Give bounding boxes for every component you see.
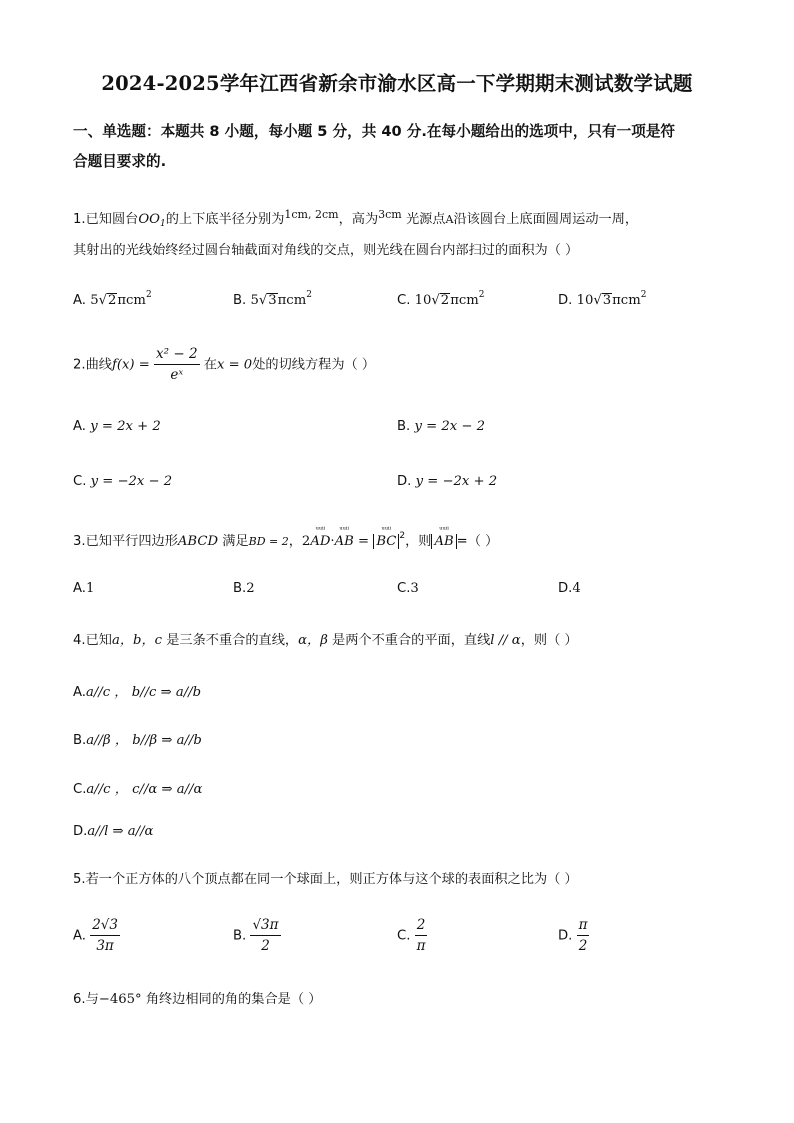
q3-text: 满足 (222, 534, 249, 549)
option-label: C. (397, 581, 411, 596)
q3-text: ， (288, 534, 302, 549)
option-value: 3 (410, 581, 419, 596)
q3-dot: · (330, 534, 335, 549)
frustum-axis (138, 212, 165, 227)
question-number: 1. (73, 212, 86, 227)
question-number: 6. (73, 992, 86, 1007)
option-label: A. (73, 419, 86, 434)
q4-option-a (73, 681, 201, 700)
q4-option-c (73, 778, 202, 797)
q2-option-a (73, 419, 161, 434)
option-numerator: 2 (415, 916, 428, 936)
option-label: D. (397, 474, 412, 489)
option-label: B. (233, 928, 247, 944)
option-value: 2 (246, 581, 255, 596)
question-number: 4. (73, 633, 86, 648)
option-exp: 2 (145, 290, 152, 300)
q3-option-c (397, 581, 419, 596)
option-expr: a//l ⇒ a//α (87, 824, 154, 839)
q1-option-a (73, 290, 152, 308)
option-denominator: 2 (261, 938, 270, 954)
q4-text: 已知 (85, 633, 112, 648)
q1-text: 沿该圆台上底面圆周运动一周， (453, 212, 639, 227)
option-label: D. (558, 581, 573, 596)
sqrt-sign: √ (431, 293, 440, 308)
vector-arrow-mark: ᵘᵘⁱⁱ (381, 525, 392, 534)
q1-height: 3cm (378, 208, 402, 221)
q1-oo: OO (138, 212, 160, 227)
q1-point-a: A (445, 213, 454, 226)
option-denominator: 2 (578, 938, 588, 954)
option-expr: y = 2x + 2 (90, 419, 161, 434)
option-coef: 10 (576, 293, 594, 308)
q2-option-b (397, 419, 485, 434)
q1-text: 的上下底半径分别为 (165, 212, 285, 227)
q3-square: 2 (399, 531, 406, 541)
option-label: D. (73, 824, 88, 839)
option-label: C. (397, 928, 411, 944)
question-5-line (73, 868, 578, 887)
option-coef: 10 (414, 293, 432, 308)
q3-abcd: ABCD (177, 534, 219, 549)
q3-option-d (558, 581, 581, 596)
sqrt-sign: √ (593, 293, 602, 308)
q6-text: 角终边相同的角的集合是（ ） (145, 992, 322, 1007)
q5-option-a (73, 916, 120, 955)
q4-option-d (73, 824, 153, 839)
option-label: B. (73, 733, 87, 748)
q1-radii: 1cm, 2cm (284, 208, 339, 221)
option-label: B. (233, 293, 247, 308)
question-1-line2: 其射出的光线始终经过圆台轴截面对角线的交点，则光线在圆台内部扫过的面积为（ ） (73, 243, 579, 258)
option-coef: 5 (250, 293, 259, 308)
option-radicand: 3 (268, 293, 277, 308)
option-expr: a//c ， c//α ⇒ a//α (86, 782, 203, 797)
q6-angle: −465° (98, 992, 142, 1007)
option-label: B. (233, 581, 247, 596)
option-radicand: 2 (440, 293, 450, 308)
question-6-line (73, 988, 321, 1007)
option-exp: 2 (640, 290, 647, 300)
q4-planes: α，β (298, 633, 328, 648)
option-label: C. (73, 474, 87, 489)
q3-vector-ad: AD (310, 534, 331, 549)
vector-arrow-mark: ᵘᵘⁱⁱ (339, 525, 350, 534)
q2-function: f(x) = (111, 357, 150, 373)
option-expr: a//c ， b//c ⇒ a//b (85, 685, 202, 700)
q2-text: 在 (203, 357, 217, 373)
q3-text: 已知平行四边形 (85, 534, 178, 549)
option-label: C. (73, 782, 87, 797)
option-exp: 2 (306, 290, 312, 300)
option-numerator: √3π (250, 916, 280, 936)
option-radicand: 2 (107, 293, 117, 308)
option-label: A. (73, 685, 86, 700)
option-coef: 5 (90, 293, 99, 308)
option-expr: y = −2x + 2 (415, 474, 498, 489)
option-label: C. (397, 293, 411, 308)
q4-lines: a，b，c (111, 633, 163, 648)
q5-option-d (558, 916, 589, 955)
option-value: 4 (572, 581, 581, 596)
option-label: D. (558, 928, 573, 944)
option-exp: 2 (478, 290, 485, 300)
q2-option-d (397, 474, 497, 489)
q1-option-d (558, 290, 646, 308)
q2-numerator: x² − 2 (154, 345, 200, 365)
q3-vector-ab: AB (334, 534, 354, 549)
option-unit: πcm (450, 293, 479, 308)
question-3-line (73, 525, 499, 549)
q3-option-a (73, 581, 94, 596)
section-heading-line1: 一、单选题：本题共 8 小题，每小题 5 分，共 40 分.在每小题给出的选项中，只有一项是符 (73, 123, 676, 140)
q3-vector-ab-abs: AB (434, 534, 454, 549)
question-1-line1 (73, 208, 638, 229)
q2-fraction (154, 345, 200, 384)
q2-option-c (73, 474, 172, 489)
option-label: A. (73, 581, 86, 596)
q4-text: 是三条不重合的直线， (166, 633, 299, 648)
option-expr: a//β ， b//β ⇒ a//b (86, 733, 202, 748)
question-number: 5. (73, 872, 86, 887)
q6-text: 与 (85, 992, 99, 1007)
option-unit: πcm (277, 293, 307, 308)
option-denominator: 3π (96, 938, 114, 954)
q3-text: ，则 (405, 534, 432, 549)
q1-oo-sub: 1 (159, 219, 166, 229)
q4-l-parallel-alpha: l // α (490, 633, 521, 648)
vector-arrow-mark: ᵘᵘⁱⁱ (439, 525, 449, 534)
option-label: B. (397, 419, 411, 434)
option-label: A. (73, 293, 86, 308)
q3-coef: 2 (301, 534, 311, 549)
q2-condition: x = 0 (216, 357, 253, 373)
q3-option-b (233, 581, 255, 596)
question-number: 3. (73, 534, 86, 549)
q2-text: 处的切线方程为（ ） (252, 357, 376, 373)
q4-text: ，则（ ） (520, 633, 578, 648)
sqrt-sign: √ (98, 293, 107, 308)
option-expr: y = 2x − 2 (414, 419, 485, 434)
q4-option-b (73, 729, 202, 748)
q3-bd: BD = 2 (248, 535, 289, 548)
option-denominator: π (416, 938, 426, 954)
question-number: 2. (73, 357, 86, 373)
section-heading (73, 117, 733, 177)
q3-equals: = (358, 534, 370, 549)
section-heading-line2: 合题目要求的. (73, 153, 167, 170)
q2-denominator: eˣ (170, 367, 184, 383)
question-2-line (73, 345, 375, 384)
q1-text: 光源点 (405, 212, 446, 227)
q5-text: 若一个正方体的八个顶点都在同一个球面上，则正方体与这个球的表面积之比为（ ） (85, 872, 578, 887)
option-unit: πcm (117, 293, 146, 308)
q1-text: ，高为 (338, 212, 379, 227)
exam-title: 2024-2025学年江西省新余市渝水区高一下学期期末测试数学试题 (101, 72, 693, 95)
q3-vector-bc: BC (376, 534, 397, 549)
option-expr: y = −2x − 2 (90, 474, 173, 489)
option-radicand: 3 (602, 293, 612, 308)
option-unit: πcm (612, 293, 641, 308)
q4-text: 是两个不重合的平面，直线 (332, 633, 491, 648)
question-4-line (73, 629, 578, 648)
option-label: A. (73, 928, 86, 944)
q1-text: 已知圆台 (85, 212, 139, 227)
sqrt-sign: √ (258, 293, 268, 308)
vector-arrow-mark: ᵘᵘⁱⁱ (315, 525, 326, 534)
q5-option-c (397, 916, 427, 955)
q3-text: =（ ） (456, 534, 499, 549)
q1-option-b (233, 290, 312, 308)
q2-text: 曲线 (85, 357, 112, 373)
q1-option-c (397, 290, 484, 308)
option-numerator: π (577, 916, 590, 936)
option-label: D. (558, 293, 573, 308)
option-value: 1 (85, 581, 95, 596)
option-numerator: 2√3 (90, 916, 120, 936)
q5-option-b (233, 916, 281, 955)
